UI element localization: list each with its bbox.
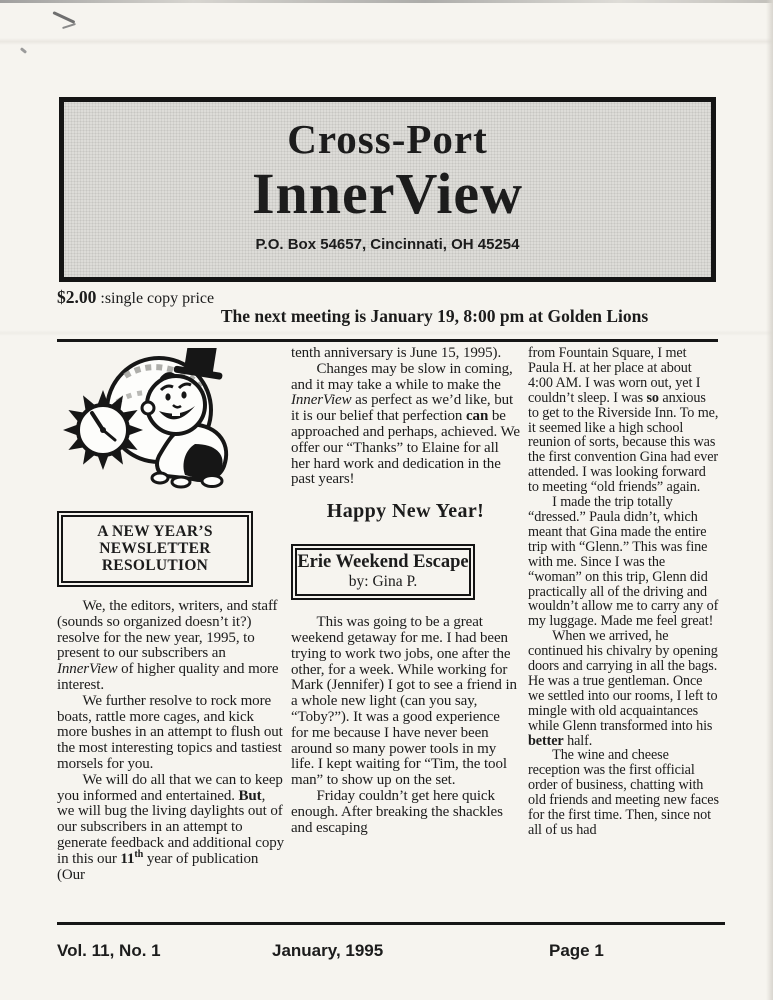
- paragraph: I made the trip totally “dressed.” Paula didn’t, which meant that Gina made the entire trip with “Glenn.” This was fine with me. Since I was the “woman” on this trip, Glenn did practically all of the driving and wouldn’t allow me to carry any of my luggage. Made me feel great!: [528, 494, 719, 630]
- resolution-heading-line3: RESOLUTION: [101, 557, 209, 574]
- column-middle: [291, 346, 520, 836]
- paragraph: Changes may be slow in coming, and it may take a while to make the InnerView as perfect as we’d like, but it is our belief that perfection can be approached and perhaps, achieved. We offer our “Thanks” to Elaine for all her hard work and dedication in the past years!: [291, 360, 520, 488]
- paragraph: This was going to be a great weekend getaway for me. I had been trying to work two jobs, one after the other, for a week. While working for Mark (Jennifer) I got to see a friend in a whole new light (can you say, “Toby?”). It was a good experience for me because I have never been around so many power tools in my life. I kept waiting for “Tim, the tool man” to show up on the set.: [291, 614, 517, 789]
- scan-top-edge: [0, 0, 773, 3]
- article-title: Erie Weekend Escape: [297, 552, 469, 573]
- article-byline: by: Gina P.: [348, 573, 418, 591]
- scan-artifact-mark: [53, 11, 76, 23]
- resolution-heading-box: [57, 511, 253, 587]
- scan-right-edge-shadow: [766, 0, 773, 1000]
- footer-volume: Vol. 11, No. 1: [57, 941, 161, 960]
- footer-date: January, 1995: [272, 941, 384, 960]
- scan-crease: [0, 330, 773, 336]
- paragraph: We further resolve to rock more boats, rattle more cages, and kick more bushes in an attempt to flush out the most interesting topics and tastiest morsels for you.: [57, 692, 283, 772]
- divider-rule-top: [57, 339, 718, 342]
- scan-artifact-mark: [62, 23, 76, 29]
- happy-new-year-heading: Happy New Year!: [326, 500, 485, 523]
- paragraph: Friday couldn’t get here quick enough. After breaking the shackles and escaping: [291, 787, 503, 836]
- paragraph: tenth anniversary is June 15, 1995).: [291, 345, 502, 361]
- paragraph: When we arrived, he continued his chivalry by opening doors and carrying in all the bags. He was a true gentleman. Once we settled into our rooms, I left to mingle with old acquaintances while Glenn transformed into his better half.: [528, 628, 718, 749]
- resolution-heading-line1: A NEW YEAR’S: [97, 523, 213, 540]
- copy-price-label: :single copy price: [100, 290, 215, 307]
- copy-price-amount: $2.00: [57, 287, 97, 307]
- resolution-heading-line2: NEWSLETTER: [99, 540, 211, 557]
- copy-price-line: [57, 287, 214, 308]
- baby-new-year-illustration: [63, 348, 235, 502]
- paragraph: from Fountain Square, I met Paula H. at her place at about 4:00 AM. I was worn out, yet I couldn’t sleep. I was so anxious to get to the Riverside Inn. To me, it seemed like a high school reunion of sorts, because this was the first convention Gina had ever attended. I was looking forward to meeting “old friends” again.: [528, 345, 719, 496]
- left-column-body: [57, 599, 285, 883]
- newsletter-title-line1: Cross-Port: [287, 116, 488, 162]
- scan-artifact-mark: [20, 47, 27, 54]
- column-right: [528, 346, 719, 838]
- meeting-notice: The next meeting is January 19, 8:00 pm at Golden Lions: [220, 306, 649, 326]
- footer-page-number: Page 1: [549, 941, 604, 960]
- masthead-address: P.O. Box 54657, Cincinnati, OH 45254: [255, 236, 520, 253]
- column-left: [57, 346, 285, 883]
- scan-crease: [0, 38, 773, 45]
- erie-article-heading-box: [291, 544, 475, 600]
- divider-rule-bottom: [57, 922, 725, 925]
- masthead: [59, 97, 716, 282]
- paragraph: The wine and cheese reception was the first official order of business, chatting with old friends and meeting new faces for the first time. Then, since not all of us had: [528, 747, 719, 838]
- paragraph: We will do all that we can to keep you informed and entertained. But, we will bug the living daylights out of our subscribers in an attempt to generate feedback and additional copy in this our 11th year of publication (Our: [57, 771, 285, 883]
- newsletter-title-line2: InnerView: [251, 161, 524, 226]
- paragraph: We, the editors, writers, and staff (sounds so organized doesn’t it?) resolve for the new year, 1995, to present to our subscribers an InnerView of higher quality and more interest.: [57, 598, 279, 693]
